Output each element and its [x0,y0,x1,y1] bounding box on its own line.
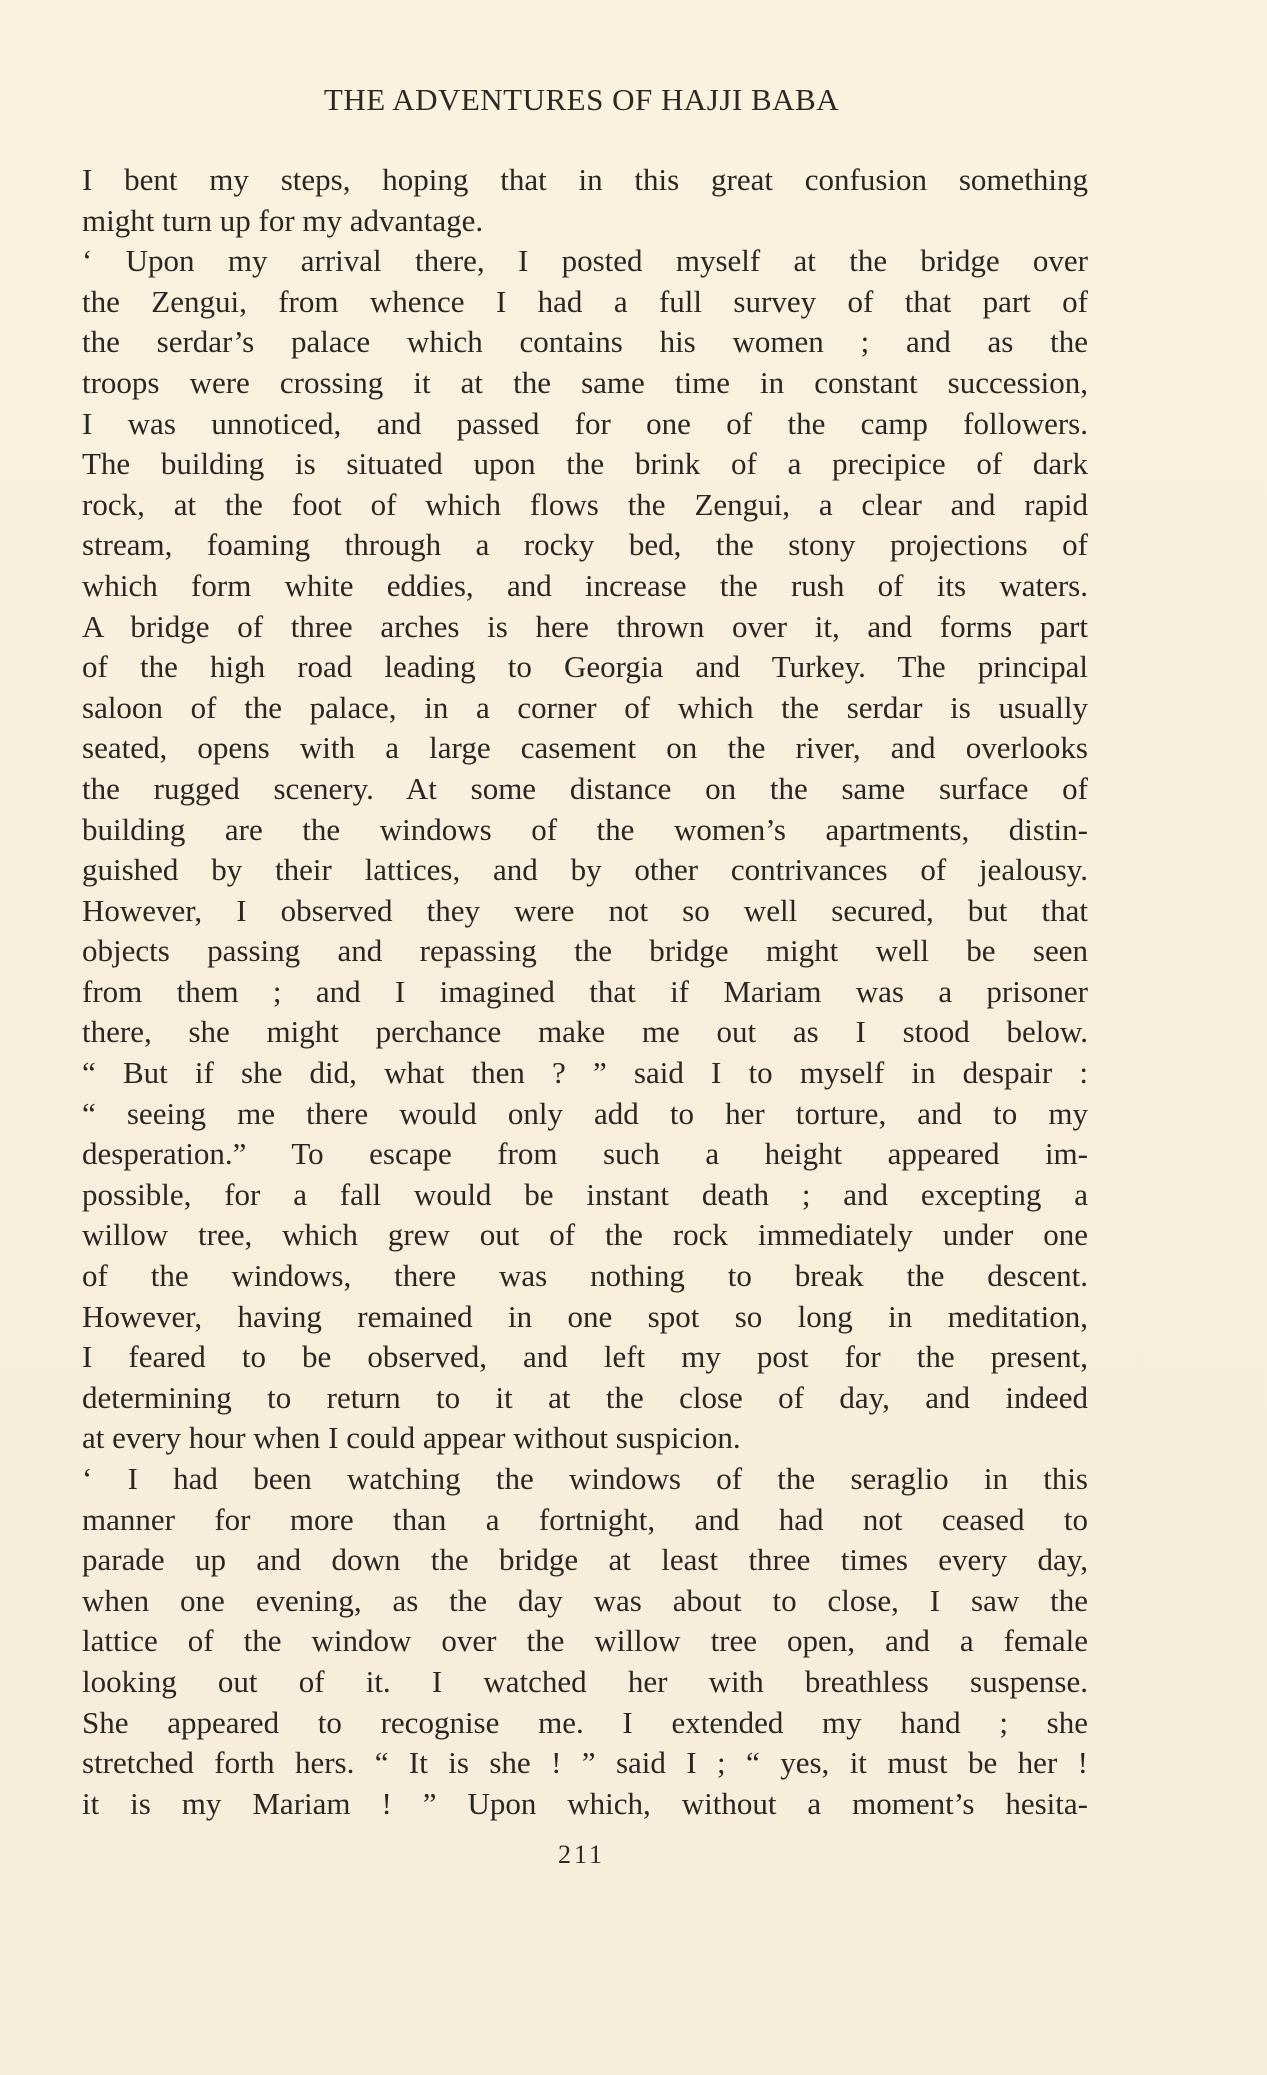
text-line: determining to return to it at the close of day, and indeed [82,1379,1088,1415]
text-line: desperation.” To escape from such a height appeared im- [82,1136,1088,1172]
text-line: guished by their lattices, and by other contrivances of jealousy. [82,852,1088,888]
text-line: seated, opens with a large casement on the river, and overlooks [82,730,1088,766]
text-line: However, I observed they were not so well secured, but that [82,892,1088,928]
text-line: rock, at the foot of which flows the Zengui, a clear and rapid [82,486,1088,522]
body-text [82,160,1088,1824]
text-line: ‘ I had been watching the windows of the seraglio in this [82,1461,1088,1496]
text-line: at every hour when I could appear without suspicion. [82,1420,741,1456]
text-line: She appeared to recognise me. I extended my hand ; she [82,1704,1088,1740]
text-line: ‘ Upon my arrival there, I posted myself at the bridge over [82,243,1088,279]
text-line: building are the windows of the women’s apartments, distin- [82,811,1088,847]
text-line: objects passing and repassing the bridge might well be seen [82,933,1088,969]
page-number: 211 [557,1840,606,1869]
text-line: it is my Mariam ! ” Upon which, without a moment’s hesita- [82,1785,1088,1821]
text-line: possible, for a fall would be instant death ; and excepting a [82,1176,1088,1212]
running-head: THE ADVENTURES OF HAJJI BABA [323,82,840,117]
text-line: the Zengui, from whence I had a full survey of that part of [82,283,1088,319]
text-line: I bent my steps, hoping that in this great confusion something [82,162,1088,197]
text-line: the serdar’s palace which contains his women ; and as the [82,324,1088,360]
text-line: the rugged scenery. At some distance on the same surface of [82,770,1088,806]
text-line: troops were crossing it at the same time in constant succession, [82,364,1088,400]
text-line: I was unnoticed, and passed for one of the camp followers. [82,405,1088,441]
text-line: lattice of the window over the willow tree open, and a female [82,1623,1088,1659]
text-line: “ seeing me there would only add to her torture, and to my [82,1095,1088,1131]
text-line: willow tree, which grew out of the rock immediately under one [82,1217,1088,1253]
text-line: manner for more than a fortnight, and had not ceased to [82,1501,1088,1537]
text-line: parade up and down the bridge at least three times every day, [82,1542,1088,1578]
text-line: from them ; and I imagined that if Mariam was a prisoner [82,973,1088,1009]
text-line: “ But if she did, what then ? ” said I to myself in despair : [82,1055,1088,1091]
text-line: which form white eddies, and increase the rush of its waters. [82,567,1088,603]
text-line: of the high road leading to Georgia and Turkey. The principal [82,649,1088,685]
text-line: might turn up for my advantage. [82,202,484,238]
text-line: stretched forth hers. “ It is she ! ” said I ; “ yes, it must be her ! [82,1745,1088,1781]
text-line: there, she might perchance make me out as I stood below. [82,1014,1088,1050]
text-line: I feared to be observed, and left my post for the present, [82,1339,1088,1375]
text-line: saloon of the palace, in a corner of which the serdar is usually [82,689,1088,725]
text-line: looking out of it. I watched her with breathless suspense. [82,1663,1088,1699]
text-line: of the windows, there was nothing to break the descent. [82,1258,1088,1294]
text-line: A bridge of three arches is here thrown over it, and forms part [82,608,1088,644]
text-line: The building is situated upon the brink of a precipice of dark [82,446,1088,482]
text-line: stream, foaming through a rocky bed, the stony projections of [82,527,1088,563]
text-line: when one evening, as the day was about to close, I saw the [82,1582,1088,1618]
text-line: However, having remained in one spot so long in meditation, [82,1298,1088,1334]
